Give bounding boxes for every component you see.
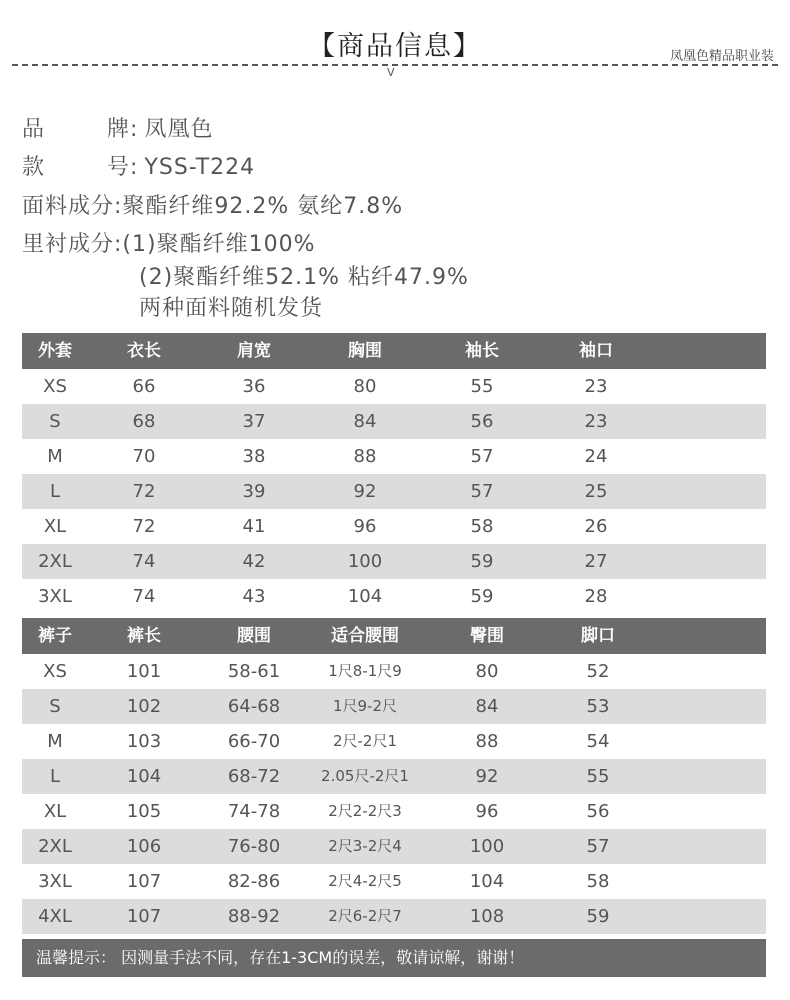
jacket-table-cell: 74 <box>132 551 156 572</box>
jacket-table-cell: 38 <box>242 446 266 467</box>
jacket-table-cell: S <box>49 411 61 432</box>
jacket-table-cell: 41 <box>242 516 266 537</box>
pants-table-cell: 2尺4-2尺5 <box>328 872 402 890</box>
info-lining-line-1: 里衬成分:(1)聚酯纤维100% <box>22 232 316 257</box>
jacket-table-cell: XS <box>43 376 67 397</box>
jacket-table-cell: 3XL <box>38 586 72 607</box>
pants-table-cell: 2尺2-2尺3 <box>328 802 402 820</box>
jacket-table-cell: 72 <box>132 481 156 502</box>
pants-table-cell: 88-92 <box>227 906 281 927</box>
jacket-table-cell: L <box>49 481 61 502</box>
jacket-size-table <box>22 333 766 614</box>
jacket-table-cell: 84 <box>353 411 377 432</box>
jacket-header-cell: 胸围 <box>348 341 382 361</box>
jacket-table-cell: 88 <box>353 446 377 467</box>
pants-size-table <box>22 618 766 934</box>
pants-table-cell: 103 <box>126 731 162 752</box>
dashed-divider <box>12 64 778 66</box>
jacket-table-cell: 57 <box>470 481 494 502</box>
pants-table-cell: M <box>47 731 63 752</box>
pants-table-cell: 108 <box>469 906 505 927</box>
model-label: 款 <box>22 155 46 180</box>
jacket-header-cell: 袖口 <box>579 341 613 361</box>
jacket-table-cell: 72 <box>132 516 156 537</box>
pants-table-cell: 107 <box>126 906 162 927</box>
pants-table-row <box>22 759 766 794</box>
jacket-table-cell: M <box>47 446 63 467</box>
jacket-table-row <box>22 509 766 544</box>
page-title: 【商品信息】 <box>308 31 482 62</box>
pants-table-cell: 82-86 <box>227 871 281 892</box>
jacket-header-cell: 肩宽 <box>237 341 271 361</box>
info-model-line <box>22 150 255 181</box>
jacket-table-cell: 28 <box>584 586 608 607</box>
jacket-table-cell: 80 <box>353 376 377 397</box>
pants-table-cell: 88 <box>475 731 499 752</box>
pants-table-row <box>22 689 766 724</box>
jacket-table-cell: 92 <box>353 481 377 502</box>
pants-table-cell: 68-72 <box>227 766 281 787</box>
pants-table-cell: 2.05尺-2尺1 <box>321 767 409 785</box>
brand-value: 凤凰色 <box>144 117 214 142</box>
pants-table-cell: 4XL <box>38 906 72 927</box>
pants-table-cell: 52 <box>586 661 610 682</box>
jacket-table-cell: 55 <box>470 376 494 397</box>
info-lining-line-3: 两种面料随机发货 <box>139 296 324 321</box>
chevron-down-icon: V <box>387 66 395 79</box>
pants-table-cell: S <box>49 696 61 717</box>
pants-table-cell: 74-78 <box>227 801 281 822</box>
pants-table-cell: 64-68 <box>227 696 281 717</box>
jacket-table-cell: 56 <box>470 411 494 432</box>
pants-table-cell: 84 <box>475 696 499 717</box>
pants-table-cell: 2尺6-2尺7 <box>328 907 402 925</box>
pants-table-cell: 53 <box>586 696 610 717</box>
jacket-table-cell: 26 <box>584 516 608 537</box>
jacket-table-cell: 2XL <box>38 551 72 572</box>
info-lining-line-2: (2)聚酯纤维52.1% 粘纤47.9% <box>139 265 469 290</box>
jacket-table-cell: XL <box>43 516 67 537</box>
jacket-table-cell: 100 <box>347 551 383 572</box>
pants-table-cell: 107 <box>126 871 162 892</box>
jacket-table-cell: 39 <box>242 481 266 502</box>
pants-table-row <box>22 794 766 829</box>
pants-table-cell: 100 <box>469 836 505 857</box>
pants-header-cell: 裤子 <box>38 626 72 646</box>
pants-table-cell: 105 <box>126 801 162 822</box>
brand-tag: 凤凰色精品职业装 <box>669 49 774 64</box>
pants-table-cell: 3XL <box>38 871 72 892</box>
pants-table-cell: 1尺8-1尺9 <box>328 662 402 680</box>
jacket-table-cell: 43 <box>242 586 266 607</box>
pants-table-cell: 66-70 <box>227 731 281 752</box>
jacket-table-cell: 59 <box>470 551 494 572</box>
jacket-table-cell: 25 <box>584 481 608 502</box>
jacket-table-cell: 23 <box>584 411 608 432</box>
pants-table-cell: 104 <box>469 871 505 892</box>
pants-table-cell: 55 <box>586 766 610 787</box>
jacket-table-row <box>22 544 766 579</box>
pants-table-row <box>22 654 766 689</box>
jacket-table-cell: 66 <box>132 376 156 397</box>
pants-header-cell: 裤长 <box>127 626 161 646</box>
pants-table-row <box>22 899 766 934</box>
pants-table-cell: 101 <box>126 661 162 682</box>
pants-table-cell: 76-80 <box>227 836 281 857</box>
jacket-header-cell: 外套 <box>38 341 72 361</box>
jacket-table-cell: 27 <box>584 551 608 572</box>
pants-header-cell: 臀围 <box>470 626 504 646</box>
footer-note: 温馨提示： 因测量手法不同，存在1-3CM的误差，敬请谅解，谢谢！ <box>36 948 525 967</box>
pants-table-cell: 54 <box>586 731 610 752</box>
pants-header-cell: 腰围 <box>237 626 271 646</box>
pants-table-cell: 2尺-2尺1 <box>332 732 398 750</box>
pants-table-cell: 56 <box>586 801 610 822</box>
pants-table-cell: 58-61 <box>227 661 281 682</box>
pants-table-cell: 80 <box>475 661 499 682</box>
jacket-table-cell: 23 <box>584 376 608 397</box>
pants-table-row <box>22 724 766 759</box>
jacket-table-row <box>22 439 766 474</box>
jacket-table-cell: 24 <box>584 446 608 467</box>
jacket-table-cell: 36 <box>242 376 266 397</box>
jacket-table-cell: 74 <box>132 586 156 607</box>
pants-table-row <box>22 829 766 864</box>
jacket-header-cell: 袖长 <box>465 341 499 361</box>
jacket-table-cell: 42 <box>242 551 266 572</box>
brand-label-2: 牌: <box>107 117 139 142</box>
jacket-table-cell: 104 <box>347 586 383 607</box>
pants-table-cell: 106 <box>126 836 162 857</box>
jacket-table-cell: 70 <box>132 446 156 467</box>
pants-table-cell: XS <box>43 661 67 682</box>
info-fabric-line: 面料成分:聚酯纤维92.2% 氨纶7.8% <box>22 194 404 219</box>
jacket-table-cell: 58 <box>470 516 494 537</box>
pants-table-cell: L <box>49 766 61 787</box>
pants-table-cell: 104 <box>126 766 162 787</box>
jacket-table-row <box>22 369 766 404</box>
jacket-header-cell: 衣长 <box>127 341 161 361</box>
jacket-header-row <box>22 333 766 369</box>
jacket-table-cell: 57 <box>470 446 494 467</box>
jacket-table-cell: 59 <box>470 586 494 607</box>
model-label-2: 号: <box>107 155 139 180</box>
pants-table-cell: 2XL <box>38 836 72 857</box>
jacket-table-row <box>22 474 766 509</box>
pants-table-cell: 59 <box>586 906 610 927</box>
pants-header-row <box>22 618 766 654</box>
pants-table-cell: 96 <box>475 801 499 822</box>
info-brand-line <box>22 112 213 143</box>
pants-header-cell: 脚口 <box>581 626 615 646</box>
pants-header-cell: 适合腰围 <box>331 626 399 646</box>
brand-label: 品 <box>22 117 46 142</box>
jacket-table-cell: 68 <box>132 411 156 432</box>
pants-table-cell: XL <box>43 801 67 822</box>
jacket-table-cell: 96 <box>353 516 377 537</box>
jacket-table-row <box>22 404 766 439</box>
pants-table-cell: 57 <box>586 836 610 857</box>
pants-table-cell: 2尺3-2尺4 <box>328 837 402 855</box>
pants-table-cell: 1尺9-2尺 <box>332 697 398 715</box>
pants-table-row <box>22 864 766 899</box>
jacket-table-row <box>22 579 766 614</box>
jacket-table-cell: 37 <box>242 411 266 432</box>
model-value: YSS-T224 <box>144 155 256 180</box>
pants-table-cell: 102 <box>126 696 162 717</box>
pants-table-cell: 58 <box>586 871 610 892</box>
pants-table-cell: 92 <box>475 766 499 787</box>
footer-note-bar <box>22 939 766 977</box>
